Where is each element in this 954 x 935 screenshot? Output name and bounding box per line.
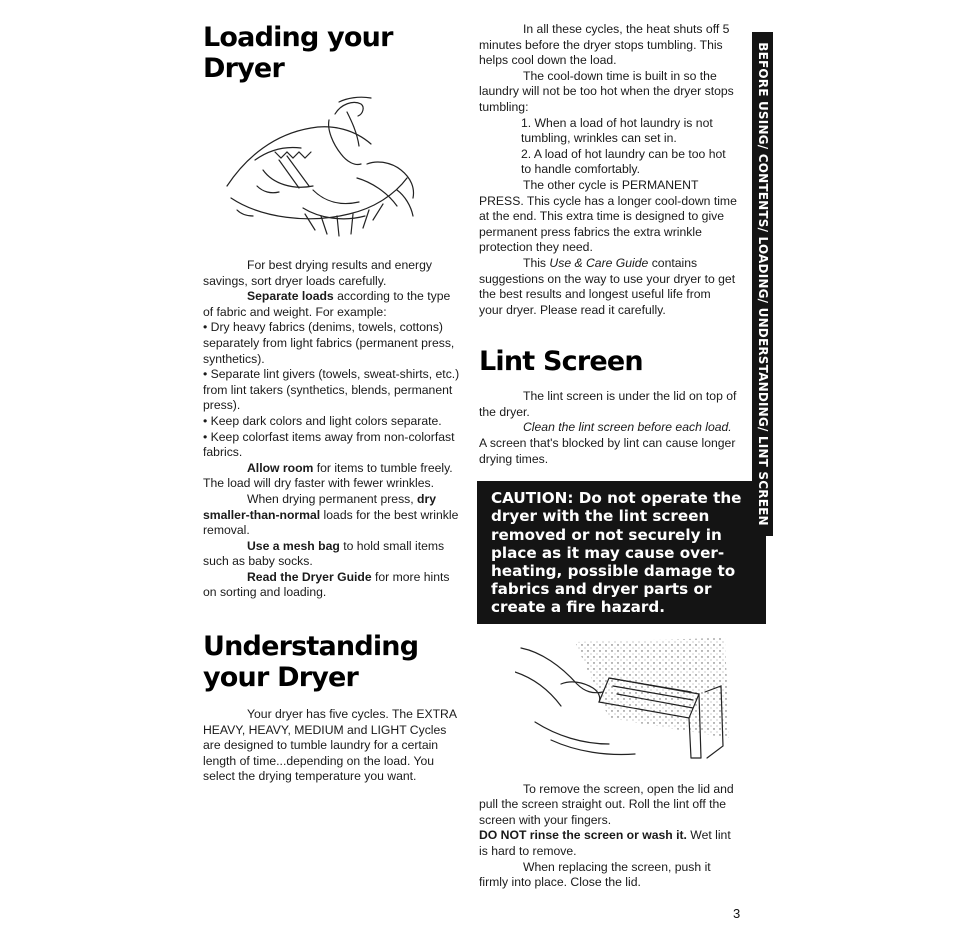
loading-title-line1: Loading your xyxy=(203,22,393,53)
right-column xyxy=(479,22,742,891)
dryer-guide-paragraph xyxy=(203,570,461,601)
numbered-item: 2. A load of hot laundry can be too hot to handle comfortably. xyxy=(521,146,726,177)
use-care-pre: This xyxy=(523,255,550,270)
permanent-press-pre: When drying permanent press, xyxy=(247,491,418,506)
separate-loads-text: according to the type of fabric and weight. For example: xyxy=(203,289,451,319)
dryer-guide-label: Read the Dryer Guide xyxy=(247,569,372,584)
loading-title-line2: Dryer xyxy=(203,53,284,84)
use-care-text: contains suggestions on the way to use your dryer to get the best results and longest useful life from your dryer. Please read it carefully. xyxy=(479,255,736,317)
allow-room-paragraph xyxy=(203,461,461,492)
understanding-title xyxy=(203,631,461,693)
bullet-item: • Dry heavy fabrics (denims, towels, cottons) separately from light fabrics (permanent press, synthetics). xyxy=(203,320,455,366)
use-care-title: Use & Care Guide xyxy=(549,255,649,270)
lint-clean-text: A screen that's blocked by lint can cause longer drying times. xyxy=(479,436,736,466)
permanent-press-cycle-paragraph: The other cycle is PERMANENT PRESS. This cycle has a longer cool-down time at the end. This extra time is designed to give permanent press fabrics the extra wrinkle protection they need. xyxy=(479,177,737,255)
bullet-item: • Keep dark colors and light colors separate. xyxy=(203,413,442,428)
heat-paragraph: In all these cycles, the heat shuts off 5 minutes before the dryer stops tumbling. This helps cool down the load. xyxy=(479,22,730,68)
separate-loads-label: Separate loads xyxy=(247,289,334,304)
lint-screen-removal-illustration xyxy=(515,632,731,772)
left-column xyxy=(203,22,461,785)
caution-box xyxy=(477,481,766,623)
lint-clean-paragraph xyxy=(479,420,737,467)
rinse-warning-text: Wet lint is hard to remove. xyxy=(479,828,731,859)
permanent-press-paragraph xyxy=(203,492,461,539)
rinse-warning-paragraph xyxy=(479,828,737,859)
permanent-press-text: loads for the best wrinkle removal. xyxy=(203,507,459,538)
numbered-item: 1. When a load of hot laundry is not tumbling, wrinkles can set in. xyxy=(521,115,713,146)
rinse-warning-label: DO NOT rinse the screen or wash it. xyxy=(479,828,687,843)
loading-intro: For best drying results and energy savings, sort dryer loads carefully. xyxy=(203,258,432,288)
lint-screen-title: Lint Screen xyxy=(479,346,643,378)
caution-text: Do not operate the dryer with the lint screen removed or not securely in place as it may cause over-heating, possible damage to fabrics and dryer parts or create a fire hazard. xyxy=(491,489,742,617)
remove-screen-paragraph: To remove the screen, open the lid and pull the screen straight out. Roll the lint off the screen with your fingers. xyxy=(479,781,734,827)
allow-room-text: for items to tumble freely. The load will dry faster with fewer wrinkles. xyxy=(203,460,453,491)
separate-loads-paragraph xyxy=(203,289,461,320)
mesh-bag-label: Use a mesh bag xyxy=(247,538,340,553)
cycles-paragraph: Your dryer has five cycles. The EXTRA HEAVY, HEAVY, MEDIUM and LIGHT Cycles are designed to tumble laundry for a certain length of time...depending on the load. You select the drying temperature you want. xyxy=(203,707,457,784)
section-tab xyxy=(752,32,773,536)
understanding-title-line2: your Dryer xyxy=(203,662,359,694)
permanent-press-label: dry smaller-than-normal xyxy=(203,491,436,522)
lint-location-paragraph: The lint screen is under the lid on top of the dryer. xyxy=(479,389,737,419)
dryer-guide-text: for more hints on sorting and loading. xyxy=(203,569,450,600)
cooldown-paragraph: The cool-down time is built in so the laundry will not be too hot when the dryer stops tumbling: xyxy=(479,68,734,114)
caution-label: CAUTION: xyxy=(491,489,574,508)
section-tab-label: BEFORE USING/ CONTENTS/ LOADING/ UNDERSTANDING/ LINT SCREEN xyxy=(755,42,770,526)
use-care-paragraph xyxy=(479,256,737,318)
page-number: 3 xyxy=(733,906,741,921)
bullet-item: • Separate lint givers (towels, sweat-shirts, etc.) from lint takers (synthetics, blends, permanent press). xyxy=(203,367,460,413)
understanding-title-line1: Understanding xyxy=(203,631,419,663)
bullet-item: • Keep colorfast items away from non-colorfast fabrics. xyxy=(203,429,455,460)
lint-clean-emphasis: Clean the lint screen before each load. xyxy=(523,420,732,435)
allow-room-label: Allow room xyxy=(247,460,314,475)
mesh-bag-paragraph xyxy=(203,539,461,570)
mesh-bag-text: to hold small items such as baby socks. xyxy=(203,538,445,569)
laundry-loading-illustration xyxy=(217,90,435,250)
loading-title xyxy=(203,22,461,84)
replace-screen-paragraph: When replacing the screen, push it firmly into place. Close the lid. xyxy=(479,859,711,890)
